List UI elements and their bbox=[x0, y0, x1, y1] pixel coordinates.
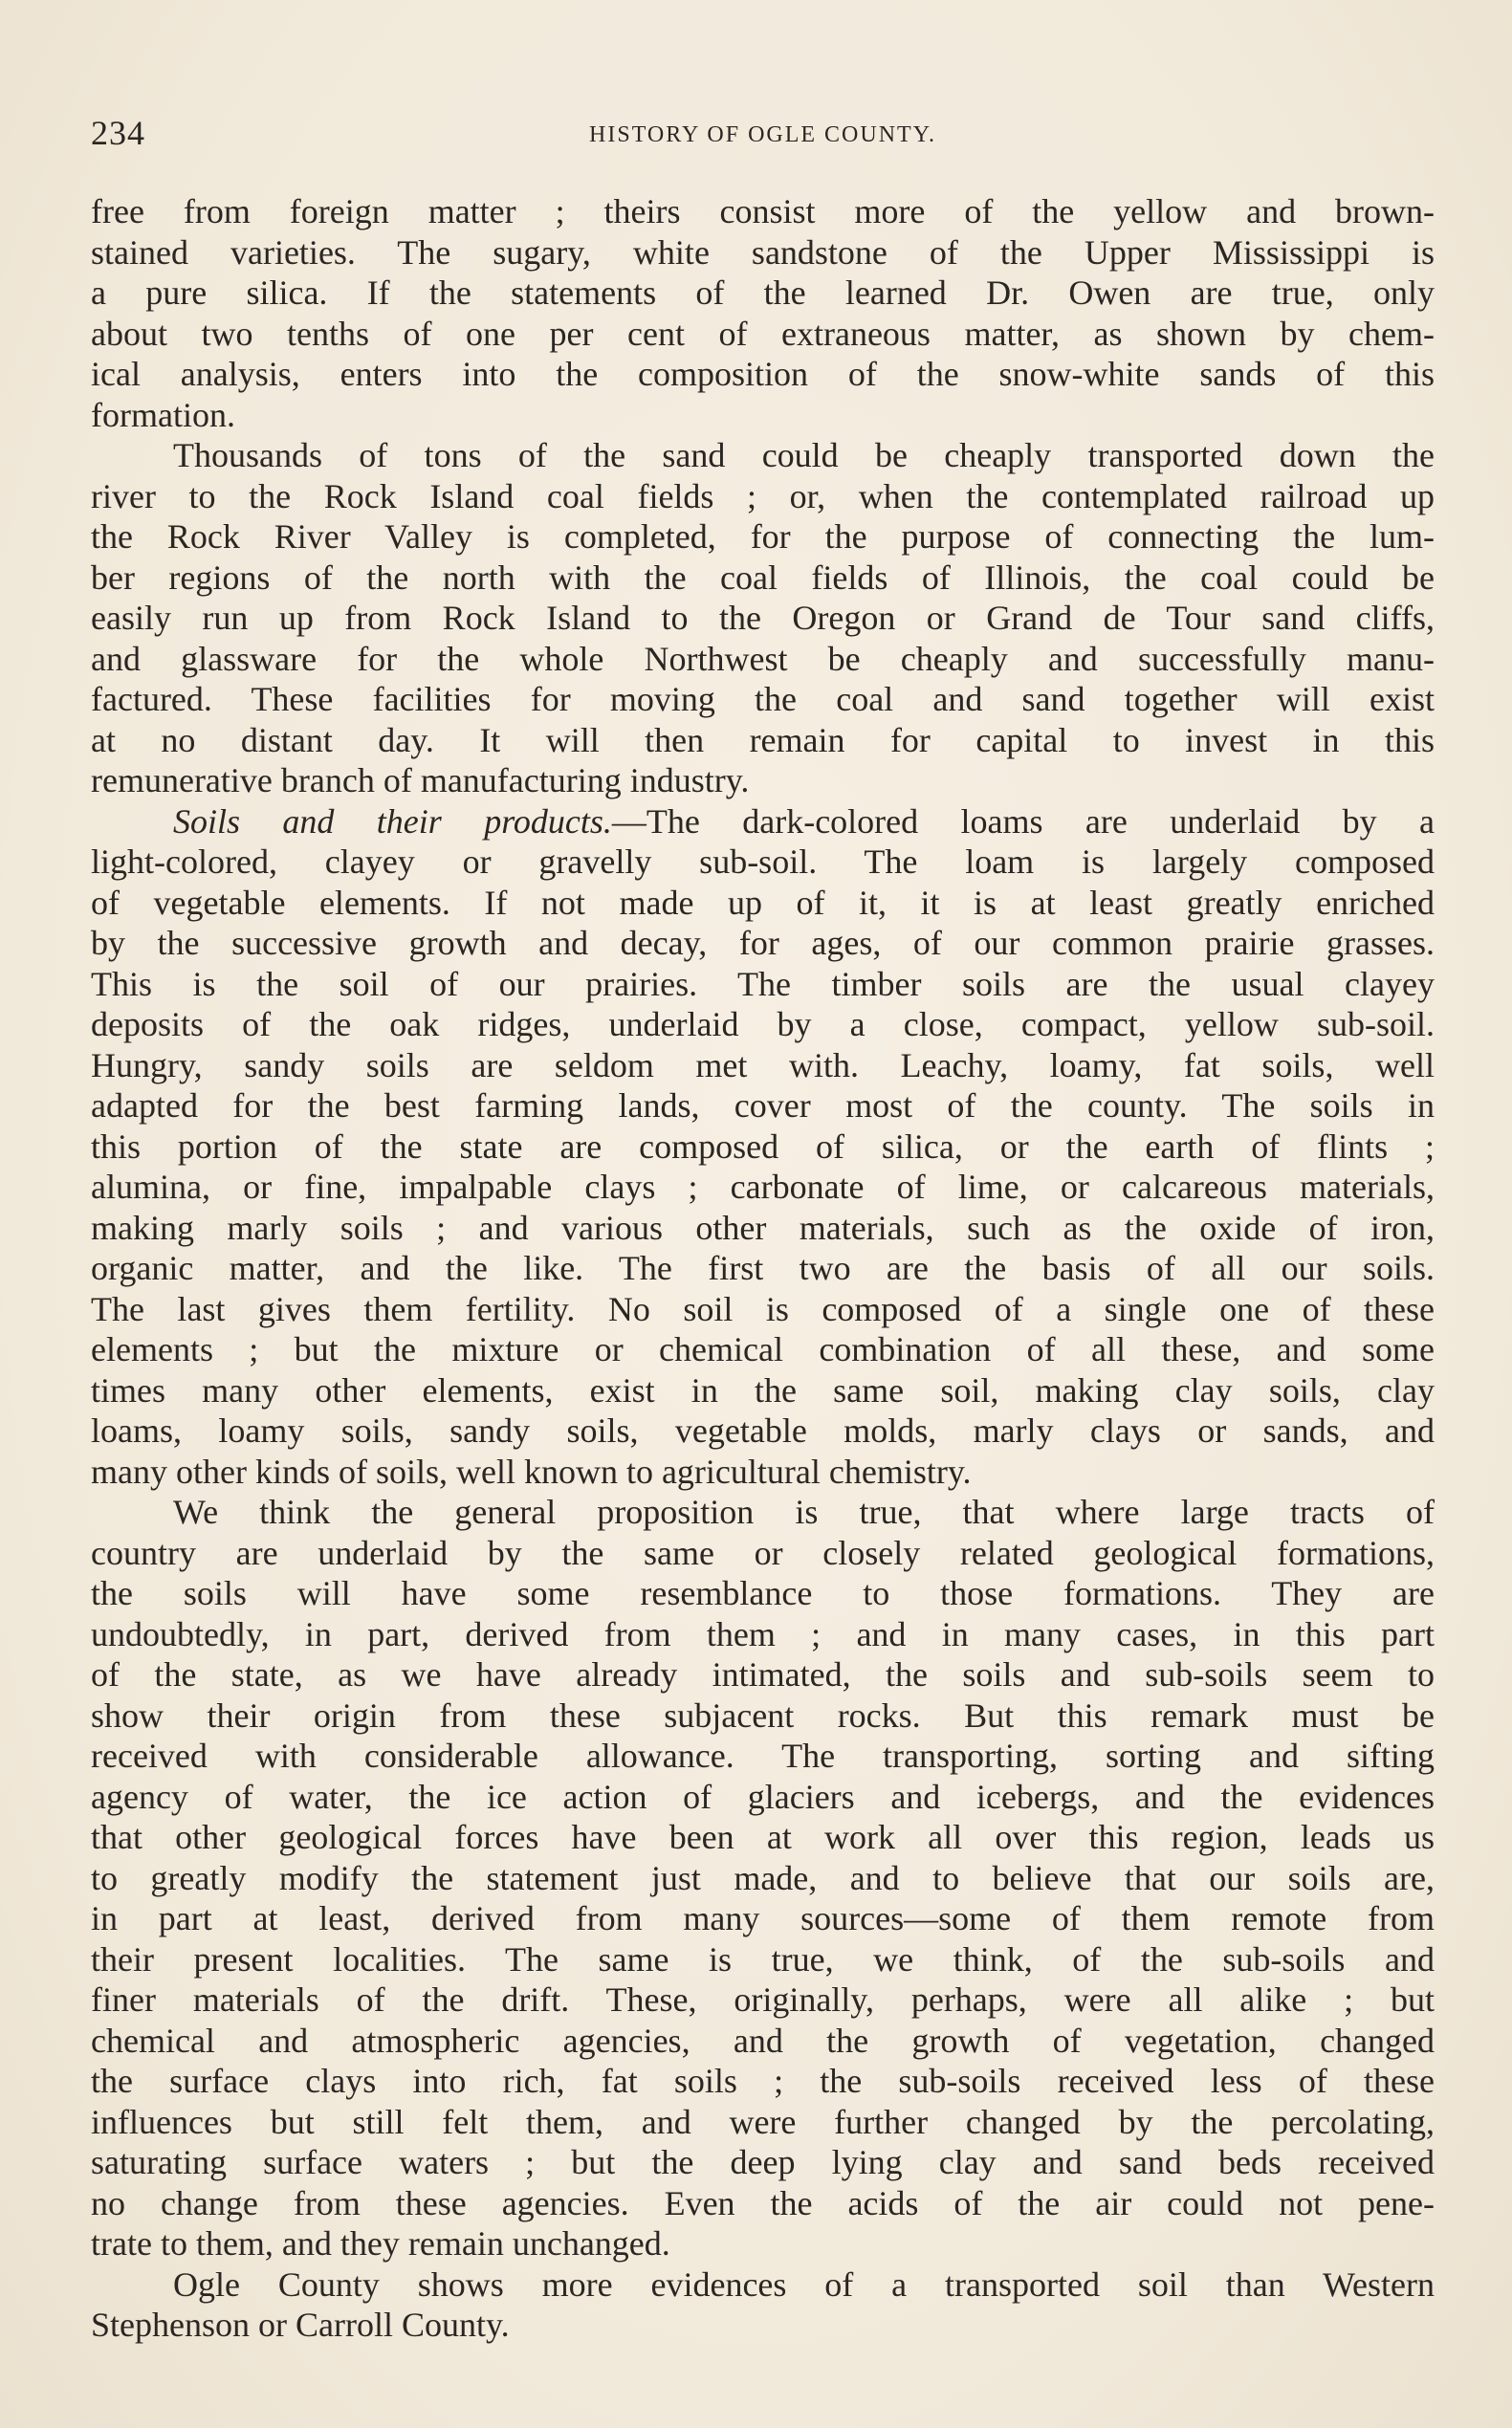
text-line: of the state, as we have already intimated, the soils and sub-soils seem to bbox=[91, 1655, 1435, 1694]
body-text bbox=[91, 191, 1435, 2346]
paragraph bbox=[91, 2264, 1435, 2346]
text-line: deposits of the oak ridges, underlaid by a close, compact, yellow sub-soil. bbox=[91, 1005, 1435, 1043]
text-line: of vegetable elements. If not made up of it, it is at least greatly enriched bbox=[91, 883, 1435, 922]
text-line: ical analysis, enters into the composition of the snow-white sands of this bbox=[91, 355, 1435, 393]
text-line: elements ; but the mixture or chemical combination of all these, and some bbox=[91, 1330, 1435, 1368]
text-line: and glassware for the whole Northwest be cheaply and successfully manu- bbox=[91, 639, 1435, 678]
text-line: in part at least, derived from many sources—some of them remote from bbox=[91, 1899, 1435, 1937]
page-number: 234 bbox=[91, 114, 145, 152]
text-line: Ogle County shows more evidences of a transported soil than Western bbox=[173, 2264, 1435, 2304]
text-line: easily run up from Rock Island to the Oregon or Grand de Tour sand cliffs, bbox=[91, 599, 1435, 637]
text-line: show their origin from these subjacent rocks. But this remark must be bbox=[91, 1695, 1435, 1735]
text-line: to greatly modify the statement just made, and to believe that our soils are, bbox=[91, 1858, 1435, 1897]
text-line: making marly soils ; and various other materials, such as the oxide of iron, bbox=[91, 1208, 1435, 1247]
text-line: alumina, or fine, impalpable clays ; carbonate of lime, or calcareous materials, bbox=[91, 1168, 1435, 1206]
text-line: chemical and atmospheric agencies, and the growth of vegetation, changed bbox=[91, 2021, 1435, 2060]
text-line: influences but still felt them, and were further changed by the percolating, bbox=[91, 2102, 1435, 2141]
text-line: received with considerable allowance. The transporting, sorting and sifting bbox=[91, 1737, 1435, 1775]
text-line: formation. bbox=[91, 395, 235, 434]
text-line: saturating surface waters ; but the deep lying clay and sand beds received bbox=[91, 2143, 1435, 2181]
text-line: by the successive growth and decay, for ages, of our common prairie grasses. bbox=[91, 924, 1435, 962]
paragraph bbox=[91, 435, 1435, 801]
page-header bbox=[91, 113, 1435, 170]
text-line: about two tenths of one per cent of extraneous matter, as shown by chem- bbox=[91, 314, 1435, 353]
running-head: HISTORY OF OGLE COUNTY. bbox=[589, 122, 936, 147]
text-line: undoubtedly, in part, derived from them ; and in many cases, in this part bbox=[91, 1614, 1435, 1653]
section-lead: Soils and their products. bbox=[173, 801, 612, 841]
text-line: a pure silica. If the statements of the learned Dr. Owen are true, only bbox=[91, 273, 1435, 312]
text-line: river to the Rock Island coal fields ; or, when the contemplated railroad up bbox=[91, 476, 1435, 515]
text-line: remunerative branch of manufacturing industry. bbox=[91, 761, 750, 799]
text-line: finer materials of the drift. These, originally, perhaps, were all alike ; but bbox=[91, 1980, 1435, 2019]
paragraph bbox=[91, 801, 1435, 1493]
text-line: factured. These facilities for moving the coal and sand together will exist bbox=[91, 680, 1435, 718]
text-line: The last gives them fertility. No soil is composed of a single one of these bbox=[91, 1289, 1435, 1328]
text-line: that other geological forces have been at work all over this region, leads us bbox=[91, 1818, 1435, 1856]
text-line: times many other elements, exist in the same soil, making clay soils, clay bbox=[91, 1370, 1435, 1410]
text-line: trate to them, and they remain unchanged. bbox=[91, 2224, 670, 2263]
text-line: Stephenson or Carroll County. bbox=[91, 2306, 510, 2344]
text-line: agency of water, the ice action of glaciers and icebergs, and the evidences bbox=[91, 1777, 1435, 1816]
section-lead-rest: —The dark-colored loams are underlaid by a bbox=[611, 801, 1435, 841]
text-line: loams, loamy soils, sandy soils, vegetable molds, marly clays or sands, and bbox=[91, 1411, 1435, 1450]
text-line: Hungry, sandy soils are seldom met with. Leachy, loamy, fat soils, well bbox=[91, 1045, 1435, 1084]
text-line: adapted for the best farming lands, cover most of the county. The soils in bbox=[91, 1086, 1435, 1125]
text-line: at no distant day. It will then remain for capital to invest in this bbox=[91, 720, 1435, 759]
text-line: This is the soil of our prairies. The timber soils are the usual clayey bbox=[91, 964, 1435, 1003]
text-line: We think the general proposition is true, that where large tracts of bbox=[173, 1493, 1435, 1531]
text-line: stained varieties. The sugary, white sandstone of the Upper Mississippi is bbox=[91, 232, 1435, 272]
text-line: the surface clays into rich, fat soils ; the sub-soils received less of these bbox=[91, 2062, 1435, 2100]
text-line: ber regions of the north with the coal fields of Illinois, the coal could be bbox=[91, 558, 1435, 597]
text-line: country are underlaid by the same or closely related geological formations, bbox=[91, 1533, 1435, 1572]
paragraph bbox=[91, 1492, 1435, 2264]
text-line: this portion of the state are composed of silica, or the earth of flints ; bbox=[91, 1127, 1435, 1166]
text-line: their present localities. The same is true, we think, of the sub-soils and bbox=[91, 1939, 1435, 1979]
paragraph bbox=[91, 191, 1435, 435]
text-line: the soils will have some resemblance to those formations. They are bbox=[91, 1574, 1435, 1612]
text-line: free from foreign matter ; theirs consist more of the yellow and brown- bbox=[91, 192, 1435, 230]
text-line: Thousands of tons of the sand could be cheaply transported down the bbox=[173, 436, 1435, 474]
text-line: no change from these agencies. Even the acids of the air could not pene- bbox=[91, 2183, 1435, 2222]
text-line: light-colored, clayey or gravelly sub-soil. The loam is largely composed bbox=[91, 842, 1435, 881]
text-line bbox=[91, 801, 1435, 842]
text-line: the Rock River Valley is completed, for the purpose of connecting the lum- bbox=[91, 517, 1435, 556]
text-line: many other kinds of soils, well known to agricultural chemistry. bbox=[91, 1452, 972, 1491]
text-line: organic matter, and the like. The first two are the basis of all our soils. bbox=[91, 1249, 1435, 1287]
